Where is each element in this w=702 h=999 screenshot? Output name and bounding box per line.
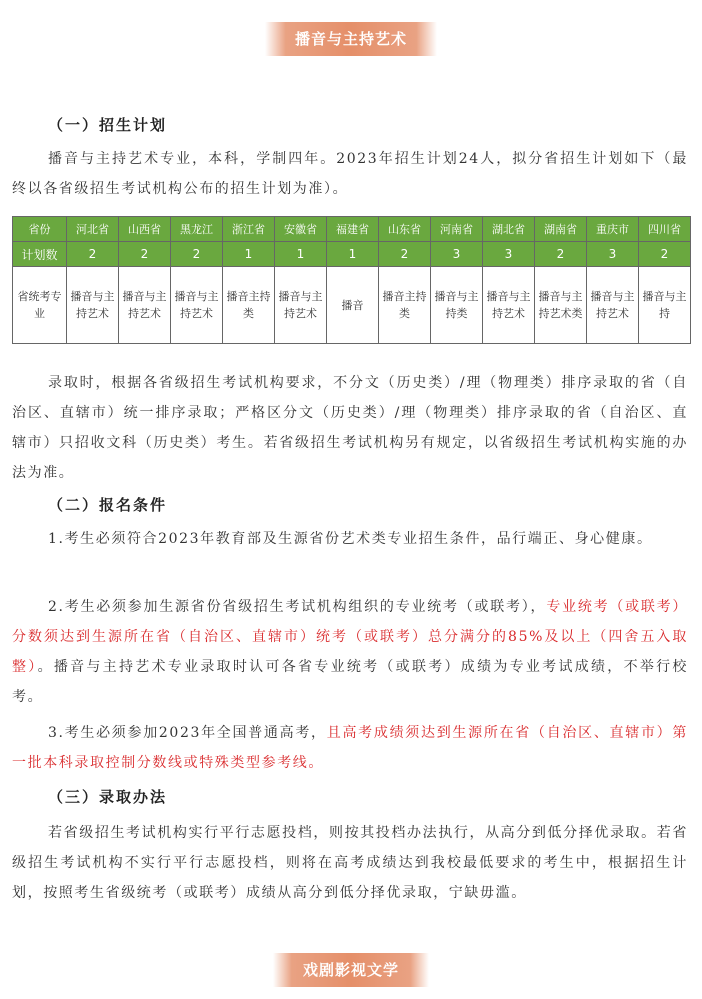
admission-note: 录取时，根据各省级招生考试机构要求，不分文（历史类）/理（物理类）排序录取的省（自治区、直辖市）统一排序录取；严格区分文（历史类）/理（物理类）排序录取的省（自治区、直辖市）只招收文科（历史类）考生。若省级招生考试机构另有规定，以省级招生考试机构实施的办法为准。	[12, 375, 688, 481]
count-cell: 2	[379, 242, 431, 267]
count-cell: 1	[327, 242, 379, 267]
enrollment-plan-table	[12, 216, 691, 344]
count-cell: 1	[275, 242, 327, 267]
count-cell: 3	[483, 242, 535, 267]
heading-enrollment-plan: （一）招生计划	[48, 116, 168, 134]
province-cell: 福建省	[327, 217, 379, 242]
major-cell: 播音与主持	[639, 267, 691, 344]
count-cell: 2	[639, 242, 691, 267]
major-cell: 播音与主持艺术类	[535, 267, 587, 344]
requirement-item-3-highlight: 且高考成绩须达到生源所在省（自治区、直辖市）第一批本科录取控制分数线或特殊类型参考线。	[12, 725, 688, 771]
count-cell: 2	[67, 242, 119, 267]
row-label-count: 计划数	[13, 242, 67, 267]
table-row-major	[13, 267, 691, 344]
row-label-major: 省统考专业	[13, 267, 67, 344]
province-cell: 山东省	[379, 217, 431, 242]
count-cell: 3	[587, 242, 639, 267]
province-cell: 重庆市	[587, 217, 639, 242]
heading-admission-method: （三）录取办法	[48, 788, 168, 806]
province-cell: 黑龙江	[171, 217, 223, 242]
province-cell: 湖北省	[483, 217, 535, 242]
major-cell: 播音与主持艺术	[275, 267, 327, 344]
section-banner-broadcasting: 播音与主持艺术	[265, 22, 437, 56]
major-cell: 播音与主持艺术	[67, 267, 119, 344]
requirement-item-2-tail: 。播音与主持艺术专业录取时认可各省专业统考（或联考）成绩为专业考试成绩，不举行校考。	[12, 659, 689, 705]
requirement-item-2-text: 2.考生必须参加生源省份省级招生考试机构组织的专业统考（或联考），	[48, 599, 547, 615]
major-cell: 播音与主持艺术	[171, 267, 223, 344]
major-cell: 播音主持类	[379, 267, 431, 344]
major-cell: 播音与主持艺术	[119, 267, 171, 344]
province-cell: 河南省	[431, 217, 483, 242]
heading-application-requirements: （二）报名条件	[48, 496, 168, 514]
table-row-province	[13, 217, 691, 242]
requirement-item-2-highlight: 专业统考（或联考）分数须达到生源所在省（自治区、直辖市）统考（或联考）总分满分的85%及以上（四舍五入取整）	[12, 599, 688, 675]
count-cell: 2	[119, 242, 171, 267]
row-label-province: 省份	[13, 217, 67, 242]
province-cell: 河北省	[67, 217, 119, 242]
requirement-item-2	[12, 592, 688, 712]
major-cell: 播音与主持类	[431, 267, 483, 344]
province-cell: 山西省	[119, 217, 171, 242]
count-cell: 1	[223, 242, 275, 267]
count-cell: 3	[431, 242, 483, 267]
major-cell: 播音与主持艺术	[587, 267, 639, 344]
province-cell: 湖南省	[535, 217, 587, 242]
count-cell: 2	[535, 242, 587, 267]
major-cell: 播音与主持艺术	[483, 267, 535, 344]
province-cell: 四川省	[639, 217, 691, 242]
major-cell: 播音	[327, 267, 379, 344]
province-cell: 安徽省	[275, 217, 327, 242]
table-row-count	[13, 242, 691, 267]
requirement-item-3-text: 3.考生必须参加2023年全国普通高考，	[48, 725, 327, 741]
section-banner-drama-film: 戏剧影视文学	[273, 953, 429, 987]
enrollment-plan-intro: 播音与主持艺术专业，本科，学制四年。2023年招生计划24人，拟分省招生计划如下（最终以各省级招生考试机构公布的招生计划为准）。	[12, 151, 688, 197]
province-cell: 浙江省	[223, 217, 275, 242]
major-cell: 播音主持类	[223, 267, 275, 344]
count-cell: 2	[171, 242, 223, 267]
requirement-item-3	[12, 718, 688, 778]
admission-method-text: 若省级招生考试机构实行平行志愿投档，则按其投档办法执行，从高分到低分择优录取。若省级招生考试机构不实行平行志愿投档，则将在高考成绩达到我校最低要求的考生中，根据招生计划，按照考生省级统考（或联考）成绩从高分到低分择优录取，宁缺毋滥。	[12, 825, 688, 901]
requirement-item-1: 1.考生必须符合2023年教育部及生源省份艺术类专业招生条件，品行端正、身心健康。	[48, 531, 653, 547]
